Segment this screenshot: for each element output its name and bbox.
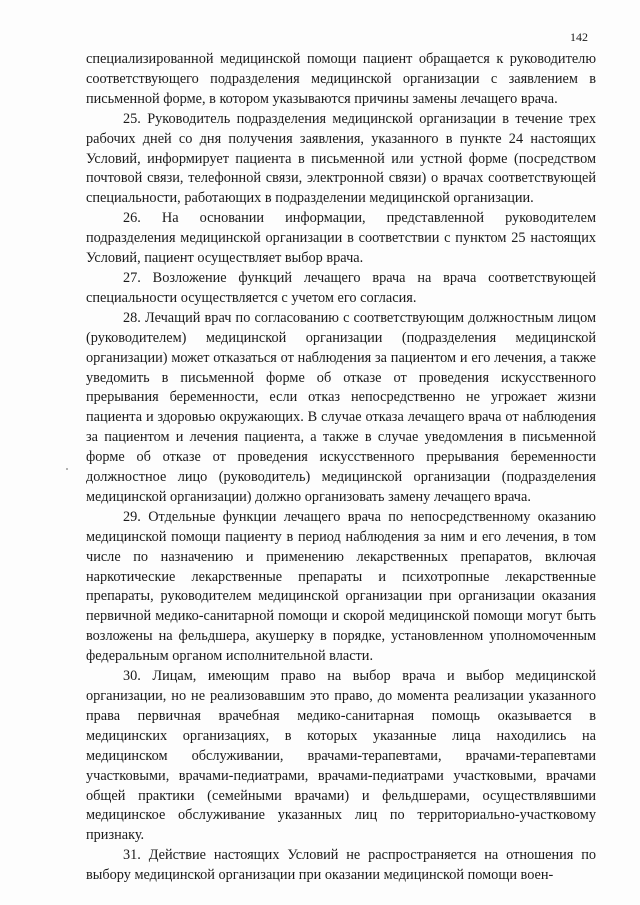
paragraph-29: 29. Отдельные функции лечащего врача по непосредственному оказанию медицинской помощи пациенту в период наблюдения за ним и его лечения, в том числе по назначению и применению лекарственных препаратов, включая наркотические лекарственные препараты и психотропные лекарственные препараты, руководителем медицинской организации при организации оказания первичной медико-санитарной помощи и скорой медицинской помощи могут быть возложены на фельдшера, акушерку в порядке, установленном уполномоченным федеральным органом исполнительной власти. [86, 508, 596, 665]
paragraph-31: 31. Действие настоящих Условий не распространяется на отношения по выбору медицинской организации при оказании медицинской помощи воен- [86, 847, 596, 884]
page-number: 142 [570, 30, 588, 44]
document-body [86, 50, 596, 886]
paragraph-30: 30. Лицам, имеющим право на выбор врача и выбор медицинской организации, но не реализовавшим это право, до момента реализации указанного права первичная врачебная медико-санитарная помощь оказывается в медицинских организациях, в которых указанные лица находились на медицинском обслуживании, врачами-терапевтами, врачами-терапевтами участковыми, врачами-педиатрами, врачами-педиатрами участковыми, врачами общей практики (семейными врачами) и фельдшерами, осуществлявшими медицинское обслуживание указанных лиц по территориально-участковому признаку. [86, 668, 596, 844]
paragraph-28: 28. Лечащий врач по согласованию с соответствующим должностным лицом (руководителем) медицинской организации (подразделения медицинской организации) может отказаться от наблюдения за пациентом и его лечения, а также уведомить в письменной форме об отказе от проведения искусственного прерывания беременности, если отказ непосредственно не угрожает жизни пациента и здоровью окружающих. В случае отказа лечащего врача от наблюдения за пациентом и лечения пациента, а также в случае уведомления в письменной форме об отказе от проведения искусственного прерывания беременности должностное лицо (руководитель) медицинской организации (подразделения медицинской организации) должно организовать замену лечащего врача. [86, 309, 596, 505]
paragraph-25: 25. Руководитель подразделения медицинской организации в течение трех рабочих дней со дня получения заявления, указанного в пункте 24 настоящих Условий, информирует пациента в письменной или устной форме (посредством почтовой связи, телефонной связи, электронной связи) о врачах соответствующей специальности, работающих в подразделении медицинской организации. [86, 110, 596, 207]
paragraph-27: 27. Возложение функций лечащего врача на врача соответствующей специальности осуществляется с учетом его согласия. [86, 269, 596, 306]
paragraph-26: 26. На основании информации, представленной руководителем подразделения медицинской организации в соответствии с пунктом 25 настоящих Условий, пациент осуществляет выбор врача. [86, 210, 596, 267]
paragraph-continuation: специализированной медицинской помощи пациент обращается к руководителю соответствующего подразделения медицинской организации с заявлением в письменной форме, в котором указываются причины замены лечащего врача. [86, 51, 596, 107]
scan-artifact-dot [66, 468, 68, 470]
